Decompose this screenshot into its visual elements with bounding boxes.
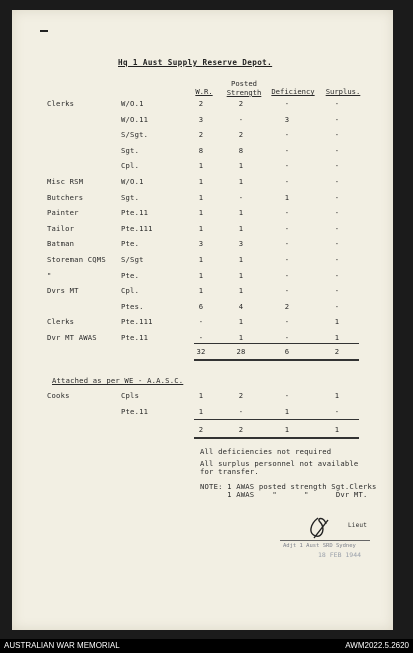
- row-role: Butchers: [47, 192, 84, 202]
- row-rank: Sgt.: [121, 145, 140, 155]
- row-posted: 1: [238, 208, 244, 218]
- row-surplus: -: [334, 255, 340, 264]
- row-rank: W/O.1: [121, 99, 144, 108]
- row-deficiency: 1: [284, 192, 290, 202]
- row-rank: Sgt.: [121, 192, 140, 202]
- row-posted: 1: [238, 333, 244, 342]
- header-wr: W.R.: [195, 87, 213, 96]
- total-surplus: 2: [334, 347, 340, 356]
- row-deficiency: -: [284, 99, 290, 108]
- row-rank: Pte.111: [121, 317, 153, 327]
- row-posted: 1: [238, 223, 244, 233]
- row-wr: 2: [198, 99, 204, 108]
- row-surplus: -: [334, 161, 340, 171]
- row-role: Storeman CQMS: [47, 255, 106, 264]
- row-posted: 2: [238, 99, 244, 108]
- row-surplus: -: [334, 223, 340, 233]
- row-surplus: -: [334, 130, 340, 140]
- signature-rank: Lieut: [348, 522, 368, 529]
- header-posted: Posted Strength: [226, 79, 262, 97]
- row-deficiency: 1: [284, 406, 290, 416]
- row-surplus: 1: [334, 333, 340, 342]
- row-wr: 3: [198, 239, 204, 249]
- row-rank: Cpl.: [121, 286, 140, 296]
- row-wr: 1: [198, 406, 204, 416]
- header-surplus: Surplus.: [325, 87, 361, 96]
- row-posted: 1: [238, 255, 244, 264]
- row-surplus: -: [334, 99, 340, 108]
- table-double-rule: [194, 359, 359, 361]
- row-posted: 1: [238, 317, 244, 327]
- row-deficiency: 2: [284, 301, 290, 311]
- row-deficiency: -: [284, 177, 290, 186]
- row-deficiency: -: [284, 223, 290, 233]
- row-rank: W/O.11: [121, 114, 149, 124]
- table-rule: [194, 343, 359, 344]
- row-surplus: -: [334, 239, 340, 249]
- row-surplus: -: [334, 406, 340, 416]
- total-wr: 2: [198, 425, 204, 434]
- row-role: Clerks: [47, 99, 75, 108]
- row-rank: Pte.11: [121, 406, 149, 416]
- note-deficiencies: All deficiencies not required: [200, 447, 332, 456]
- footer-bar: [0, 639, 413, 653]
- row-deficiency: -: [284, 270, 290, 280]
- row-wr: -: [198, 333, 204, 342]
- signature-line: [280, 540, 370, 541]
- header-deficiency: Deficiency: [271, 87, 315, 96]
- row-posted: 1: [238, 161, 244, 171]
- row-wr: 1: [198, 270, 204, 280]
- row-surplus: 1: [334, 317, 340, 327]
- row-surplus: -: [334, 114, 340, 124]
- row-deficiency: -: [284, 317, 290, 327]
- row-role: Dvr MT AWAS: [47, 333, 97, 342]
- row-posted: 1: [238, 270, 244, 280]
- stamp-date: 18 FEB 1944: [318, 551, 362, 559]
- row-posted: 1: [238, 286, 244, 296]
- attached-rule: [194, 419, 359, 420]
- attached-double-rule: [194, 437, 359, 439]
- row-role: Tailor: [47, 223, 75, 233]
- total-posted: 28: [236, 347, 246, 356]
- row-surplus: -: [334, 286, 340, 296]
- document-title: Hq 1 Aust Supply Reserve Depot.: [118, 58, 273, 67]
- row-posted: 2: [238, 391, 244, 400]
- row-deficiency: -: [284, 391, 290, 400]
- row-posted: 4: [238, 301, 244, 311]
- row-surplus: -: [334, 270, 340, 280]
- row-posted: 8: [238, 145, 244, 155]
- row-role: Dvrs MT: [47, 286, 79, 296]
- row-rank: Pte.11: [121, 208, 149, 218]
- row-surplus: -: [334, 301, 340, 311]
- row-role: Painter: [47, 208, 79, 218]
- footer-source: AUSTRALIAN WAR MEMORIAL: [4, 641, 120, 650]
- total-deficiency: 1: [284, 425, 290, 434]
- total-surplus: 1: [334, 425, 340, 434]
- row-posted: -: [238, 114, 244, 124]
- total-deficiency: 6: [284, 347, 290, 356]
- row-posted: -: [238, 406, 244, 416]
- punch-mark: [40, 30, 48, 32]
- row-posted: -: [238, 192, 244, 202]
- row-role: Misc RSM: [47, 177, 84, 186]
- row-rank: Pte.11: [121, 333, 149, 342]
- row-role: Batman: [47, 239, 75, 249]
- row-wr: 1: [198, 286, 204, 296]
- row-surplus: -: [334, 145, 340, 155]
- row-wr: 1: [198, 192, 204, 202]
- row-wr: 3: [198, 114, 204, 124]
- attached-heading: Attached as per WE - A.A.S.C.: [52, 376, 184, 385]
- row-rank: W/O.1: [121, 177, 144, 186]
- note-surplus-1: All surplus personnel not available: [200, 459, 359, 468]
- note-surplus-2: for transfer.: [200, 467, 259, 476]
- total-posted: 2: [238, 425, 244, 434]
- row-role: ": [47, 270, 52, 280]
- row-wr: 1: [198, 223, 204, 233]
- row-surplus: -: [334, 208, 340, 218]
- row-wr: 1: [198, 161, 204, 171]
- row-wr: 1: [198, 208, 204, 218]
- row-role: Clerks: [47, 317, 75, 327]
- row-wr: 2: [198, 130, 204, 140]
- stamp-text: Adjt 1 Aust SRD Sydney: [283, 543, 356, 549]
- row-deficiency: -: [284, 145, 290, 155]
- row-wr: 6: [198, 301, 204, 311]
- row-deficiency: 3: [284, 114, 290, 124]
- row-rank: Cpls: [121, 391, 140, 400]
- row-deficiency: -: [284, 333, 290, 342]
- row-surplus: -: [334, 192, 340, 202]
- row-deficiency: -: [284, 130, 290, 140]
- total-wr: 32: [196, 347, 206, 356]
- row-role: Cooks: [47, 391, 70, 400]
- row-posted: 1: [238, 177, 244, 186]
- note-awas-2: 1 AWAS " " Dvr MT.: [200, 490, 368, 499]
- row-rank: S/Sgt.: [121, 130, 149, 140]
- row-rank: Pte.: [121, 270, 140, 280]
- row-posted: 3: [238, 239, 244, 249]
- row-wr: -: [198, 317, 204, 327]
- row-rank: Pte.111: [121, 223, 153, 233]
- row-wr: 1: [198, 177, 204, 186]
- row-deficiency: -: [284, 255, 290, 264]
- row-surplus: -: [334, 177, 340, 186]
- row-rank: S/Sgt: [121, 255, 144, 264]
- row-deficiency: -: [284, 208, 290, 218]
- row-deficiency: -: [284, 239, 290, 249]
- row-deficiency: -: [284, 286, 290, 296]
- row-wr: 1: [198, 255, 204, 264]
- row-posted: 2: [238, 130, 244, 140]
- row-surplus: 1: [334, 391, 340, 400]
- footer-accession: AWM2022.5.2620: [345, 641, 409, 650]
- row-deficiency: -: [284, 161, 290, 171]
- row-rank: Cpl.: [121, 161, 140, 171]
- row-wr: 1: [198, 391, 204, 400]
- row-wr: 8: [198, 145, 204, 155]
- note-awas-1: NOTE: 1 AWAS posted strength Sgt.Clerks: [200, 482, 377, 491]
- row-rank: Ptes.: [121, 301, 144, 311]
- row-rank: Pte.: [121, 239, 140, 249]
